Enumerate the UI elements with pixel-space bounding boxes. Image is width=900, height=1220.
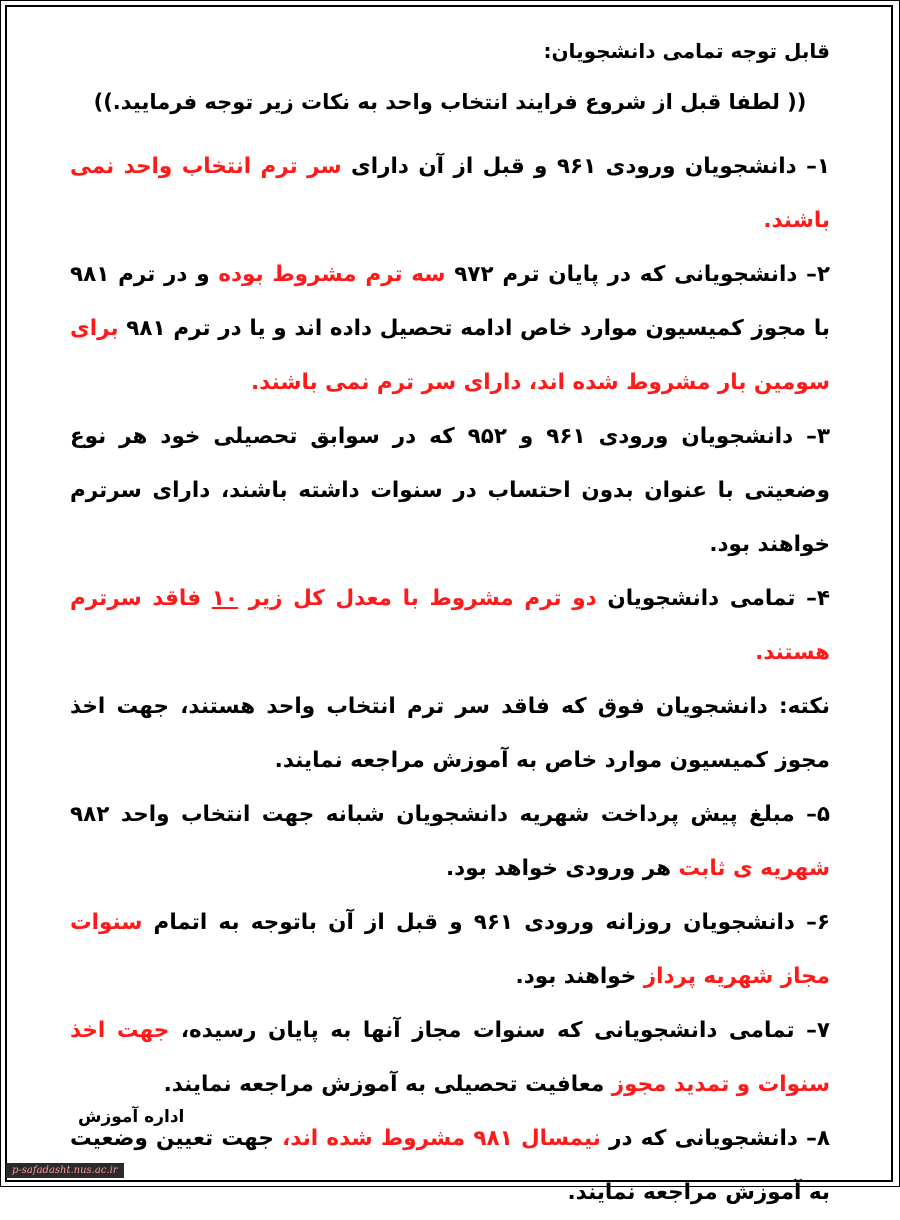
item-4: ۴– تمامی دانشجویان دو ترم مشروط با معدل کل زیر ۱۰ فاقد سرترم هستند. [70, 586, 830, 665]
item-1: ۱– دانشجویان ورودی ۹۶۱ و قبل از آن دارای سر ترم انتخاب واحد نمی باشند. [70, 154, 830, 233]
item-8: ۸– دانشجویانی که در نیمسال ۹۸۱ مشروط شده اند، جهت تعیین وضعیت به آموزش مراجعه نمایند. [70, 1126, 830, 1205]
announcement-body [70, 30, 830, 1220]
item-3: ۳– دانشجویان ورودی ۹۶۱ و ۹۵۲ که در سوابق تحصیلی خود هر نوع وضعیتی با عنوان بدون احتساب در سنوات داشته باشند، دارای سرترم خواهند بود. [70, 424, 831, 557]
item-5: ۵– مبلغ پیش پرداخت شهریه دانشجویان شبانه جهت انتخاب واحد ۹۸۲ شهریه ی ثابت هر ورودی خواهد بود. [70, 802, 830, 881]
item-4-highlight: دو ترم مشروط با معدل کل زیر ۱۰ فاقد سرترم هستند. [70, 586, 830, 665]
item-6-highlight: سنوات مجاز شهریه پرداز [70, 910, 830, 989]
signature: اداره آموزش [78, 1107, 185, 1127]
item-2-highlight-a: سه ترم مشروط بوده [218, 262, 446, 287]
watermark: p-safadasht.nus.ac.ir [6, 1163, 124, 1178]
announcement-heading: قابل توجه تمامی دانشجویان: [543, 39, 830, 63]
item-1-highlight: سر ترم انتخاب واحد نمی باشند. [70, 154, 830, 233]
item-5-highlight: شهریه ی ثابت [678, 856, 830, 881]
note: نکته: دانشجویان فوق که فاقد سر ترم انتخاب واحد هستند، جهت اخذ مجوز کمیسیون موارد خاص به آموزش مراجعه نمایند. [70, 694, 830, 773]
item-8-highlight: نیمسال ۹۸۱ مشروط شده اند، [282, 1126, 601, 1151]
announcement-subheading: (( لطفا قبل از شروع فرایند انتخاب واحد به نکات زیر توجه فرمایید.)) [93, 90, 807, 114]
item-2-highlight-b: برای سومین بار مشروط شده اند، دارای سر ترم نمی باشند. [70, 316, 830, 395]
item-7: ۷– تمامی دانشجویانی که سنوات مجاز آنها به پایان رسیده، جهت اخذ سنوات و تمدید مجوز معافیت تحصیلی به آموزش مراجعه نمایند. [70, 1018, 830, 1097]
item-6: ۶– دانشجویان روزانه ورودی ۹۶۱ و قبل از آن باتوجه به اتمام سنوات مجاز شهریه پرداز خواهند بود. [70, 910, 830, 989]
item-7-highlight: جهت اخذ سنوات و تمدید مجوز [70, 1018, 830, 1097]
item-2: ۲– دانشجویانی که در پایان ترم ۹۷۲ سه ترم مشروط بوده و در ترم ۹۸۱ با مجوز کمیسیون موارد خاص ادامه تحصیل داده اند و یا در ترم ۹۸۱ برای سومین بار مشروط شده اند، دارای سر ترم نمی باشند. [70, 262, 830, 395]
